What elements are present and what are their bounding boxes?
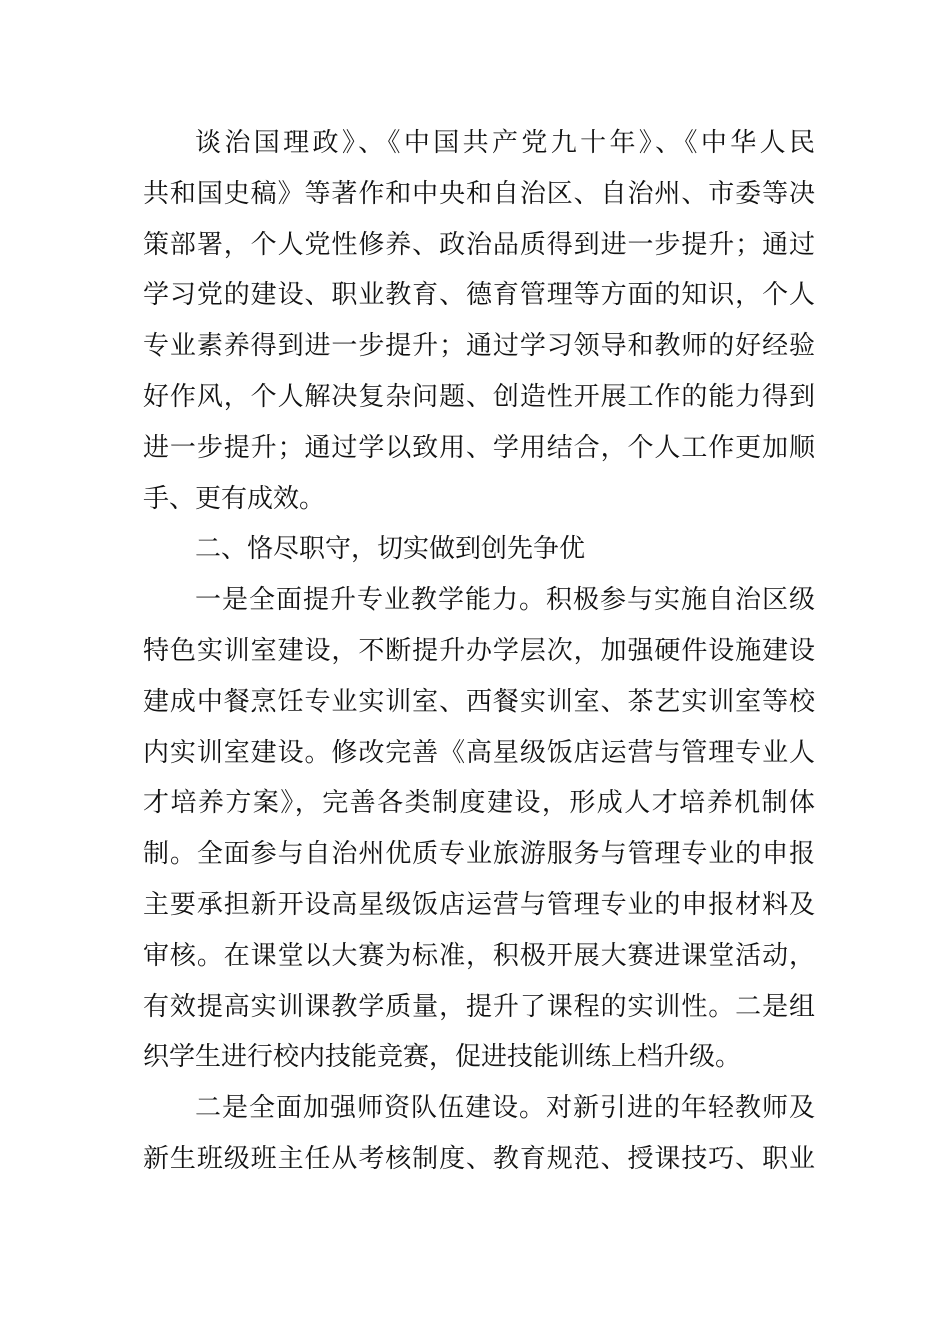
paragraph-1 [143,118,815,524]
text-line: 专业素养得到进一步提升；通过学习领导和教师的好经验 [143,331,815,362]
text-line: 一是全面提升专业教学能力。积极参与实施自治区级 [195,585,815,616]
text-line: 特色实训室建设，不断提升办学层次，加强硬件设施建设 [143,635,815,666]
text-line: 建成中餐烹饪专业实训室、西餐实训室、茶艺实训室等校 [143,686,815,717]
text-line: 进一步提升；通过学以致用、学用结合，个人工作更加顺 [143,432,815,463]
text-line: 内实训室建设。修改完善《高星级饭店运营与管理专业人 [143,737,815,768]
text-line: 才培养方案》，完善各类制度建设，形成人才培养机制体 [143,788,815,819]
text-line: 审核。在课堂以大赛为标准，积极开展大赛进课堂活动， [143,940,815,971]
section-heading: 二、恪尽职守，切实做到创先争优 [195,534,586,565]
paragraph-2 [143,575,815,1083]
text-line: 好作风，个人解决复杂问题、创造性开展工作的能力得到 [143,381,815,412]
text-line: 制。全面参与自治州优质专业旅游服务与管理专业的申报 [143,839,815,870]
text-line: 谈治国理政》、《中国共产党九十年》、《中华人民 [195,128,815,158]
text-line: 织学生进行校内技能竞赛，促进技能训练上档升级。 [143,1042,742,1073]
text-line: 二是全面加强师资队伍建设。对新引进的年轻教师及 [195,1093,815,1124]
document-page [143,118,815,1185]
paragraph-3 [143,1083,815,1185]
text-line: 有效提高实训课教学质量，提升了课程的实训性。二是组 [143,991,815,1022]
text-line: 共和国史稿》等著作和中央和自治区、自治州、市委等决 [143,178,815,209]
text-line: 新生班级班主任从考核制度、教育规范、授课技巧、职业 [143,1143,815,1174]
text-line: 手、更有成效。 [143,483,326,514]
text-line: 策部署，个人党性修养、政治品质得到进一步提升；通过 [143,229,815,260]
text-line: 主要承担新开设高星级饭店运营与管理专业的申报材料及 [143,889,815,920]
text-line: 学习党的建设、职业教育、德育管理等方面的知识，个人 [143,280,815,311]
